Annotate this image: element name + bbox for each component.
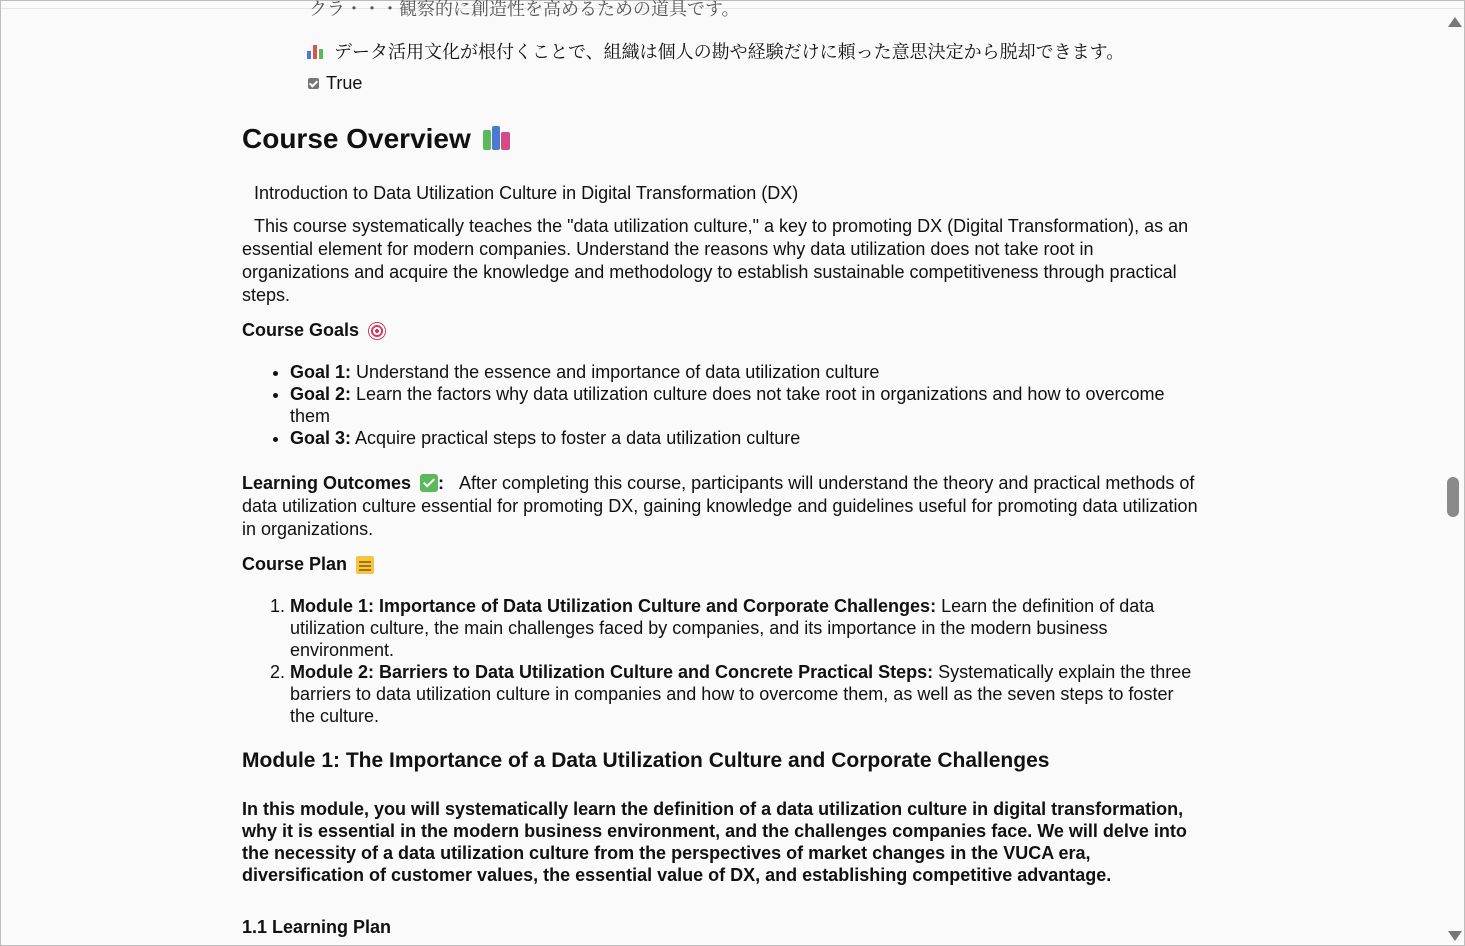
- check-mark-icon: [420, 474, 438, 492]
- learning-outcomes-heading: Learning Outcomes: [242, 473, 412, 493]
- bar-chart-icon: [306, 42, 324, 60]
- goal-label: Goal 2:: [290, 384, 352, 404]
- list-item: [290, 595, 1202, 661]
- goals-list: [242, 361, 1202, 449]
- scrollbar-thumb[interactable]: [1447, 477, 1459, 517]
- course-goals-title: Course Goals: [242, 320, 360, 340]
- course-overview-heading: [242, 123, 513, 155]
- checkbox-label: True: [326, 73, 363, 93]
- module-label: Module 1: Importance of Data Utilization Culture and Corporate Challenges:: [290, 596, 937, 616]
- learning-plan-heading: 1.1 Learning Plan: [242, 917, 392, 937]
- vertical-scrollbar[interactable]: [1444, 9, 1464, 945]
- memo-icon: [356, 556, 374, 574]
- course-description: This course systematically teaches the "data utilization culture," a key to promoting DX (Digital Transformation), as an essential element for modern companies. Understand the reasons why data utilization does not take root in organizations and acquire the knowledge and methodology to establish sustainable competitiveness through practical steps.: [242, 216, 1189, 305]
- list-item: [290, 383, 1202, 427]
- course-plan-title: Course Plan: [242, 554, 348, 574]
- books-icon: [483, 126, 513, 152]
- goal-text: Learn the factors why data utilization culture does not take root in organizations and how to overcome them: [290, 384, 1165, 426]
- learning-outcomes-text: After completing this course, participants will understand the theory and practical methods of data utilization culture essential for promoting DX, gaining knowledge and guidelines useful for promoting data utilization in organizations.: [242, 473, 1198, 539]
- cut-off-text-line: クラ・・・観察的に創造性を高めるための道具です。: [309, 0, 740, 19]
- list-item: [290, 427, 1202, 449]
- checkbox[interactable]: [308, 78, 319, 89]
- list-item: [290, 661, 1202, 727]
- target-icon: [368, 322, 386, 340]
- course-overview-title: Course Overview: [242, 123, 471, 154]
- true-checkbox-row[interactable]: [308, 73, 362, 94]
- module-1-heading: Module 1: The Importance of a Data Utilization Culture and Corporate Challenges: [242, 749, 1050, 772]
- goal-label: Goal 1:: [290, 362, 352, 382]
- japanese-sentence-text: データ活用文化が根付くことで、組織は個人の勘や経験だけに頼った意思決定から脱却できます。: [334, 42, 1125, 62]
- module-text: Systematically explain the three barriers to data utilization culture in companies and how to overcome them, as well as the seven steps to foster the culture.: [290, 662, 1192, 726]
- module-1-summary: In this module, you will systematically learn the definition of a data utilization culture in digital transformation, why it is essential in the modern business environment, and the challenges companies face. We will delve into the necessity of a data utilization culture from the perspectives of market changes in the VUCA era, diversification of customer values, the essential value of DX, and establishing competitive advantage.: [242, 799, 1187, 885]
- course-subtitle: Introduction to Data Utilization Culture in Digital Transformation (DX): [254, 183, 799, 203]
- goal-text: Understand the essence and importance of data utilization culture: [356, 362, 880, 382]
- course-goals-heading: [242, 320, 386, 341]
- scroll-up-arrow-icon[interactable]: [1448, 17, 1462, 27]
- scroll-down-arrow-icon[interactable]: [1448, 931, 1462, 941]
- course-plan-heading: [242, 554, 374, 575]
- learning-outcomes-colon: :: [438, 473, 445, 493]
- learning-outcomes: [242, 472, 1202, 541]
- goal-text: Acquire practical steps to foster a data utilization culture: [355, 428, 801, 448]
- course-plan-list: [242, 595, 1202, 727]
- japanese-sentence: [306, 38, 1124, 64]
- module-label: Module 2: Barriers to Data Utilization Culture and Concrete Practical Steps:: [290, 662, 934, 682]
- goal-label: Goal 3:: [290, 428, 352, 448]
- list-item: [290, 361, 1202, 383]
- module-text: Learn the definition of data utilization culture, the main challenges faced by companies, and its importance in the modern business environment.: [290, 596, 1155, 660]
